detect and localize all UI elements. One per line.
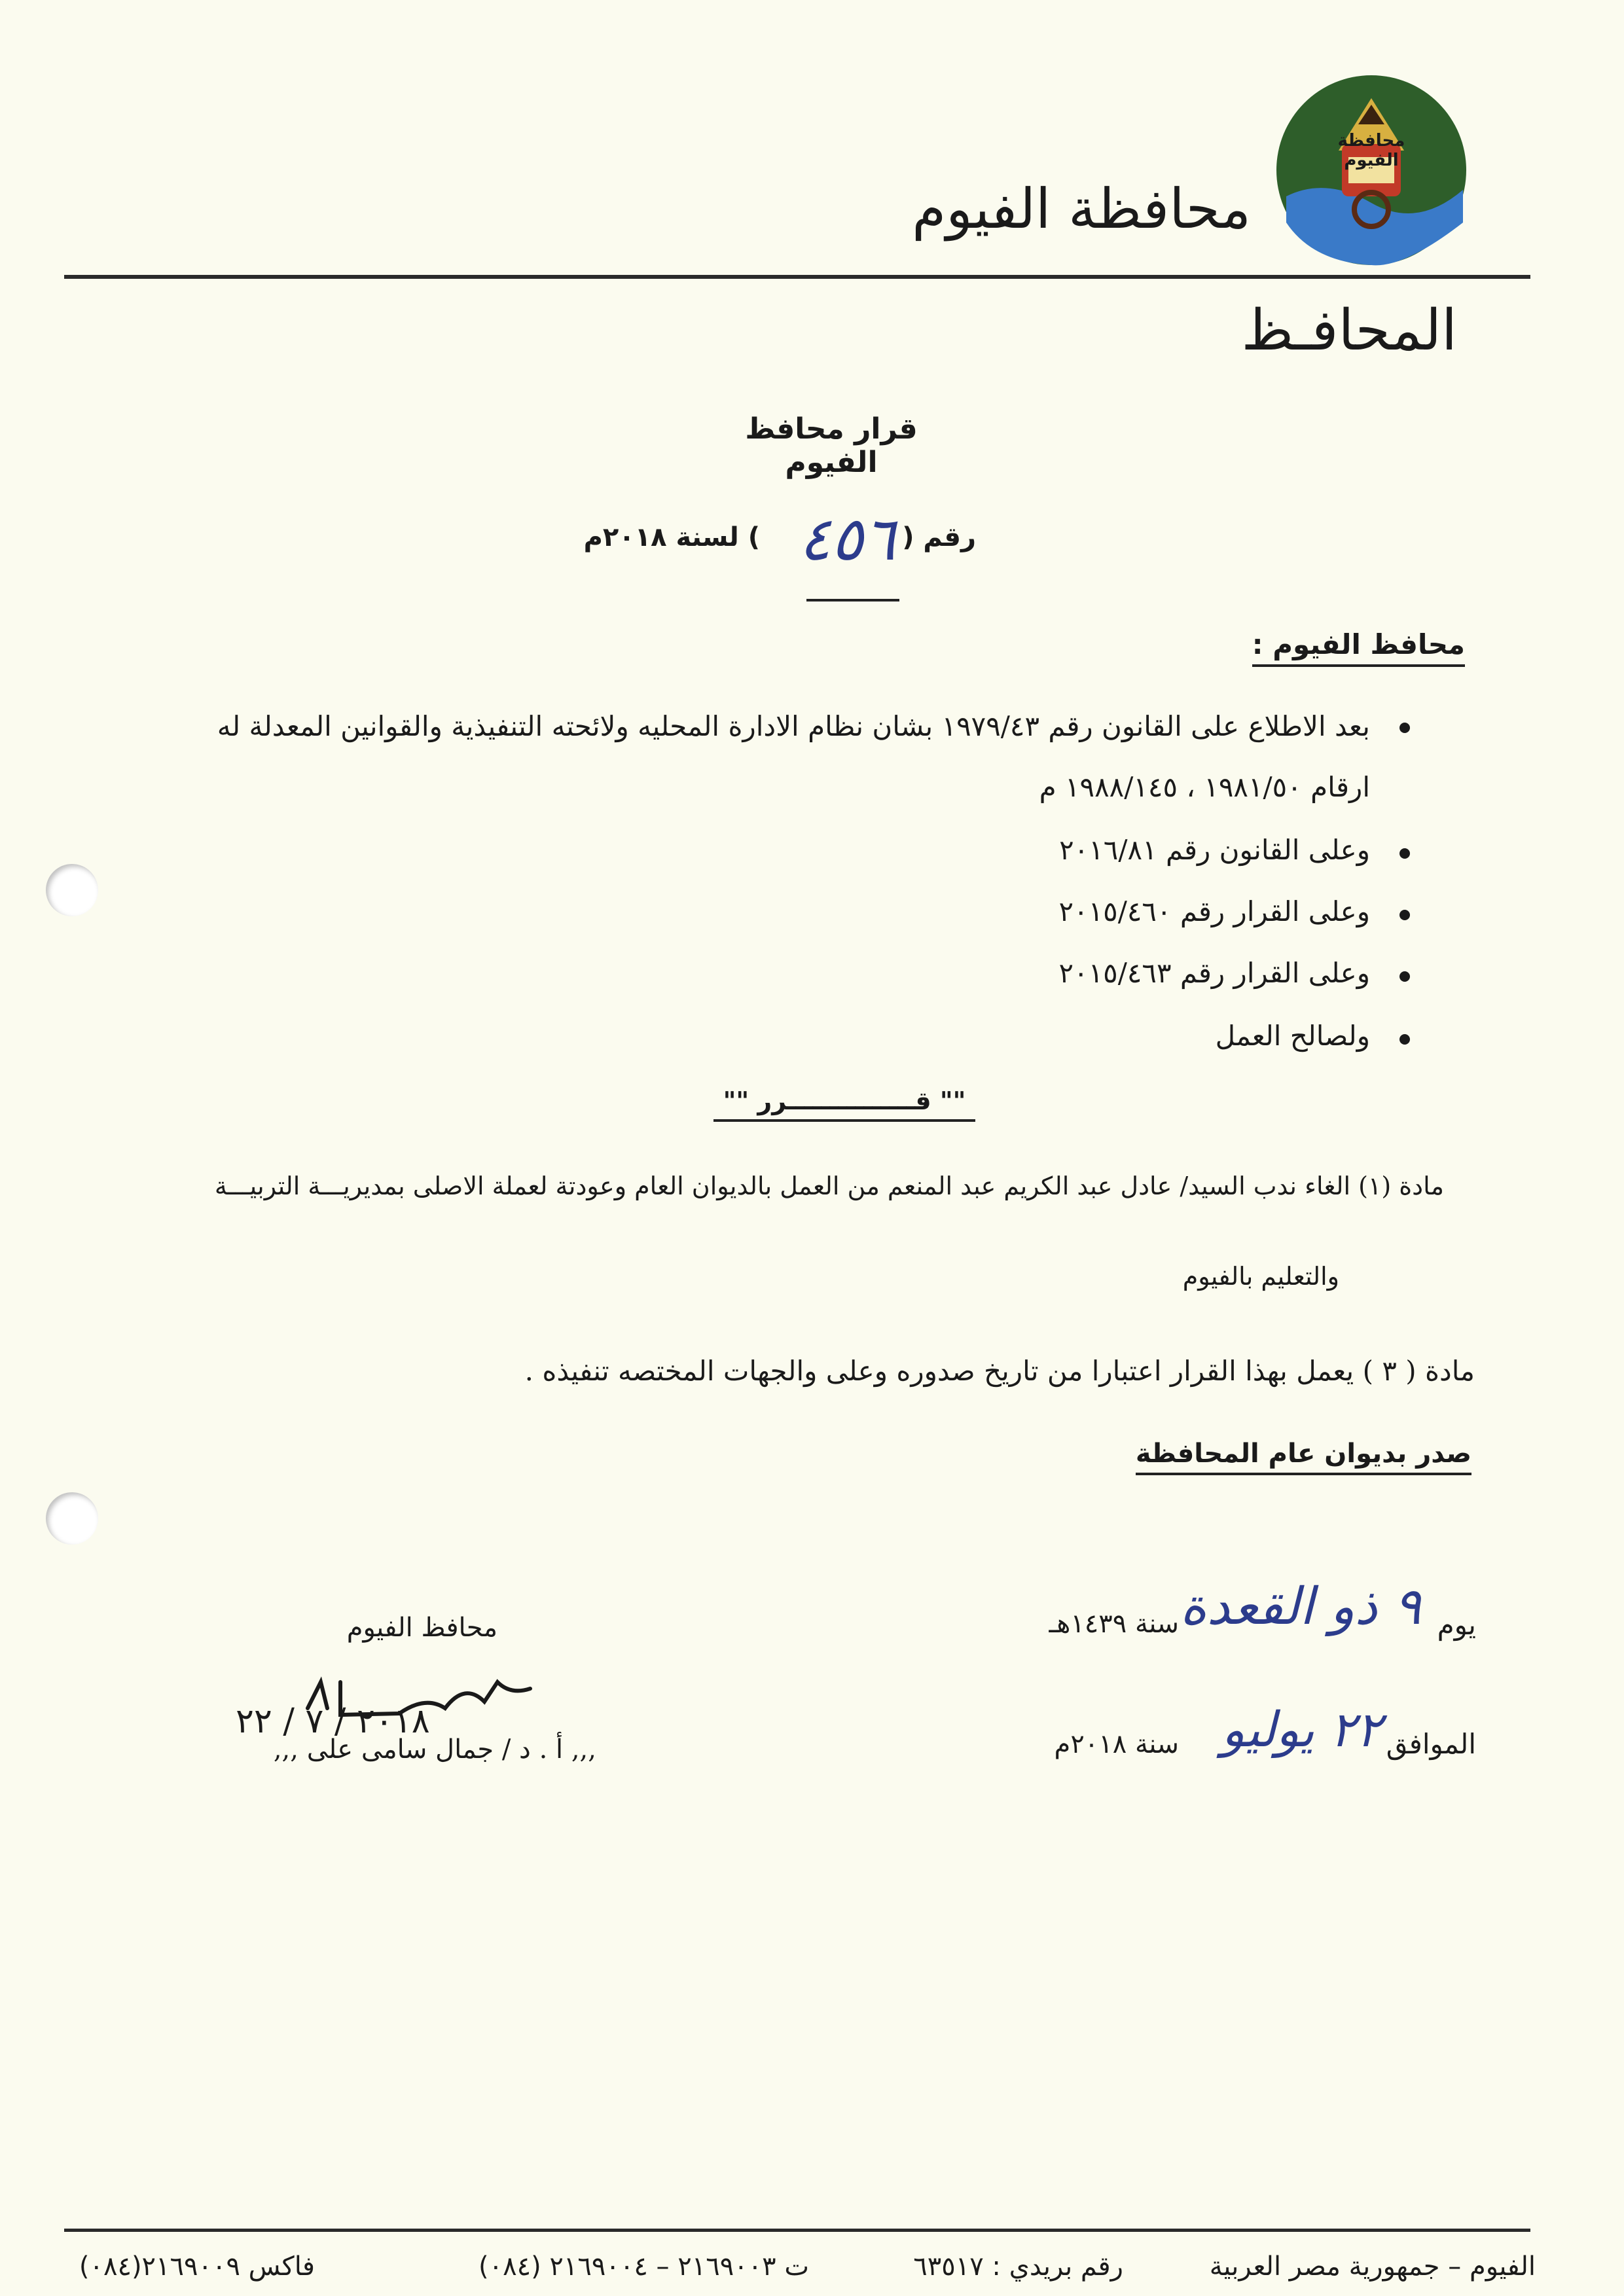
decides-heading: "" قـــــــــــــــرر "": [713, 1086, 975, 1122]
footer-phones: ت ٢١٦٩٠٠٣ – ٢١٦٩٠٠٤ (٠٨٤): [478, 2251, 809, 2282]
bullet-icon: [1399, 971, 1410, 982]
governorate-logo: [1273, 72, 1470, 268]
preamble-item-4: وعلى القرار رقم ٢٠١٥/٤٦٣: [1058, 957, 1370, 989]
signature-handwritten-date: ٢٠١٨ / ٧ / ٢٢: [236, 1702, 430, 1741]
date-gregorian-year: سنة ٢٠١٨م: [1054, 1729, 1179, 1759]
issued-at: صدر بديوان عام المحافظة: [1136, 1439, 1471, 1475]
logo-emblem-icon: [1273, 72, 1470, 268]
decree-title: قرار محافظ الفيوم: [745, 412, 918, 479]
footer-rule: [64, 2229, 1530, 2232]
preamble-item-2: وعلى القانون رقم ٢٠١٦/٨١: [1059, 834, 1370, 866]
date-day-label: يوم: [1437, 1609, 1476, 1641]
bullet-icon: [1399, 848, 1410, 859]
preamble-item-3: وعلى القرار رقم ٢٠١٥/٤٦٠: [1058, 895, 1370, 927]
preamble-addressee: محافظ الفيوم :: [1252, 628, 1465, 667]
header-rule: [64, 275, 1530, 279]
date-gregorian-handwritten: ٢٢ يوليو: [1221, 1702, 1382, 1758]
punch-hole-lower: [46, 1492, 98, 1545]
bullet-icon: [1399, 1034, 1410, 1045]
preamble-item-1: بعد الاطلاع على القانون رقم ١٩٧٩/٤٣ بشان نظام الادارة المحليه ولائحته التنفيذية والقوانين المعدلة له: [217, 710, 1370, 742]
decree-number-prefix: رقم (: [902, 522, 976, 552]
punch-hole-upper: [46, 864, 98, 916]
date-corresponding-label: الموافق: [1386, 1728, 1476, 1760]
preamble-item-5: ولصالح العمل: [1215, 1020, 1370, 1052]
logo-text: محافظة الفيوم: [1337, 131, 1405, 170]
date-hijri-handwritten: ٩ ذو القعدة: [1180, 1577, 1421, 1636]
footer-fax: فاكس ٢١٦٩٠٠٩(٠٨٤): [79, 2251, 315, 2282]
footer-postal: رقم بريدي : ٦٣٥١٧: [913, 2251, 1123, 2282]
date-hijri-year: سنة ١٤٣٩هـ: [1049, 1609, 1179, 1639]
bullet-icon: [1399, 723, 1410, 733]
decree-number-handwritten: ٤٥٦: [799, 504, 896, 574]
office-title: المحافـظ: [1241, 298, 1457, 363]
decree-number-suffix: ) لسنة ٢٠١٨م: [583, 522, 760, 552]
decree-number-underline: [806, 599, 899, 601]
article-1-line-1: مادة (١) الغاء ندب السيد/ عادل عبد الكريم عبد المنعم من العمل بالديوان العام وعودتة لعملة الاصلى بمديريـــة التربيـــة: [214, 1172, 1444, 1200]
signature-name: ,,, أ . د / جمال سامى على ,,,: [273, 1734, 596, 1765]
bullet-icon: [1399, 910, 1410, 920]
signature-title: محافظ الفيوم: [346, 1613, 497, 1643]
article-1-line-2: والتعليم بالفيوم: [1182, 1262, 1339, 1291]
preamble-item-1-continued: ارقام ١٩٨١/٥٠ ، ١٩٨٨/١٤٥ م: [1039, 771, 1370, 803]
governorate-name: محافظة الفيوم: [912, 177, 1251, 241]
footer-address: الفيوم – جمهورية مصر العربية: [1209, 2251, 1536, 2282]
article-3: مادة ( ٣ ) يعمل بهذا القرار اعتبارا من تاريخ صدوره وعلى والجهات المختصه تنفيذه .: [524, 1355, 1475, 1387]
